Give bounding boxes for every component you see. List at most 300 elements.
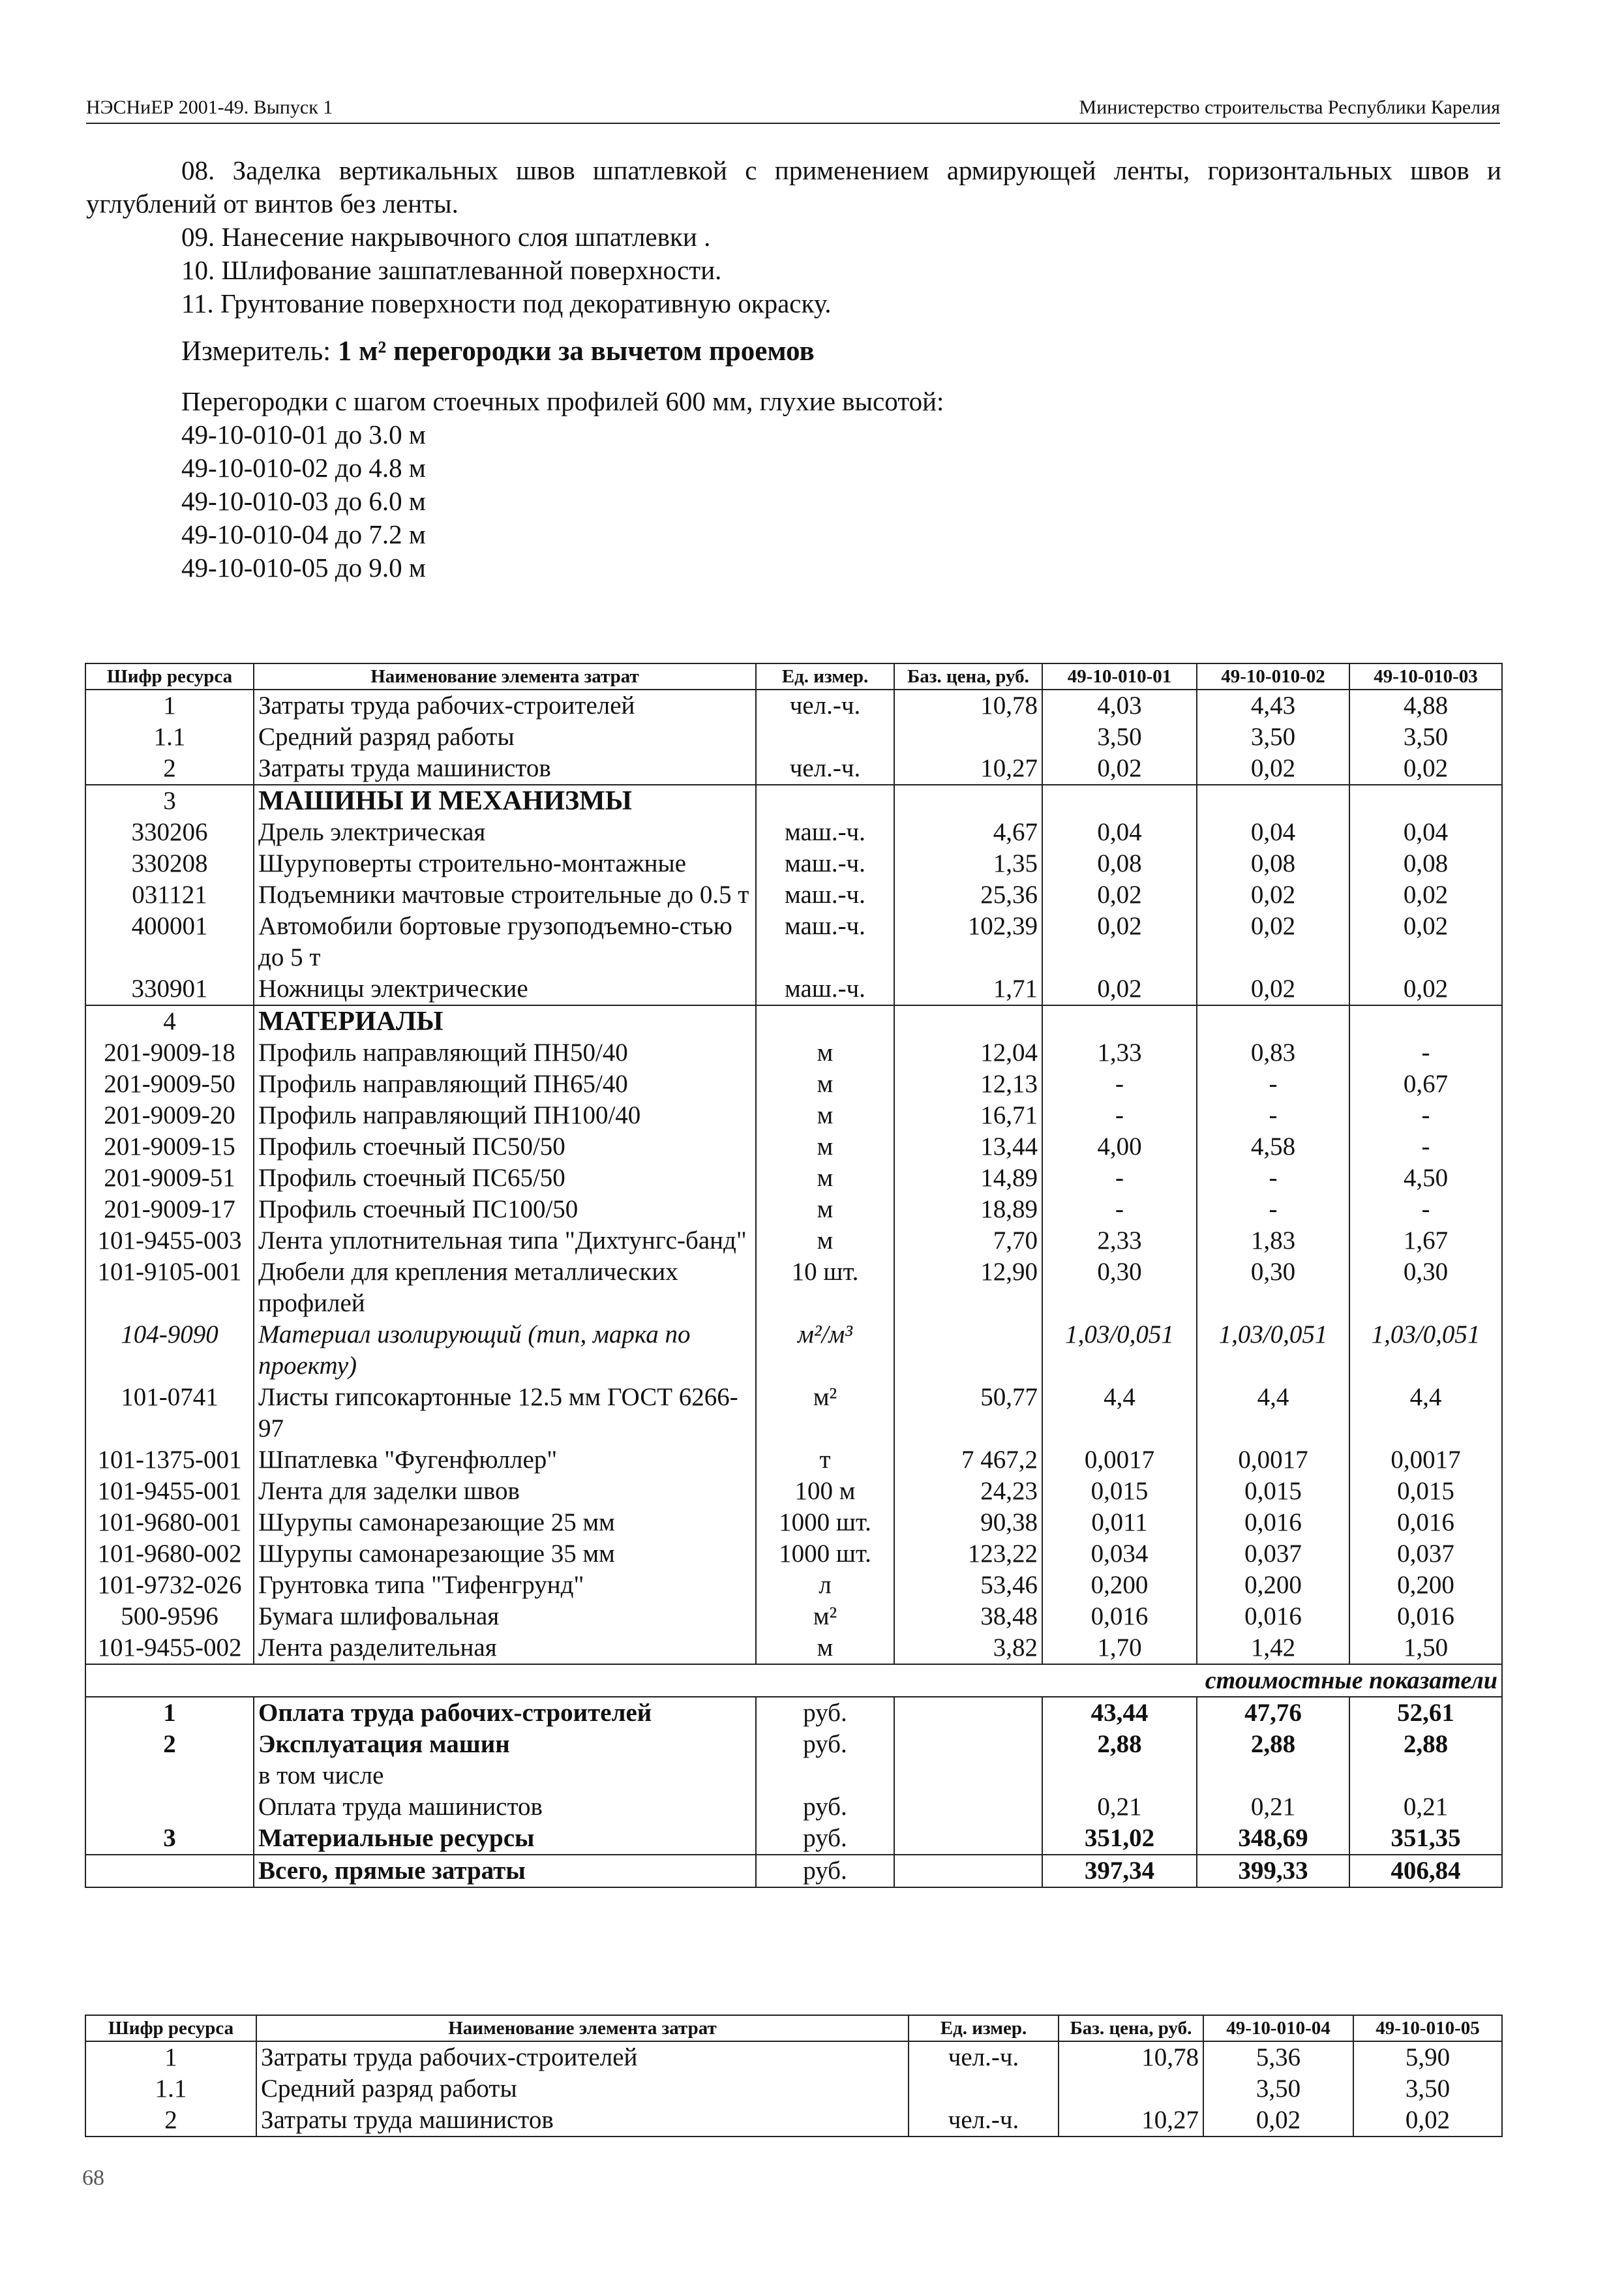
value-010-01: 4,03 xyxy=(1042,690,1197,722)
value-010-02 xyxy=(1197,1005,1349,1037)
unit xyxy=(756,785,894,817)
value-010-02: 0,037 xyxy=(1197,1538,1349,1570)
element-name: Затраты труда рабочих-строителей xyxy=(254,690,756,722)
unit: маш.-ч. xyxy=(756,848,894,879)
cost-title: стоимостные показатели xyxy=(85,1664,1502,1697)
meter-value: 1 м² перегородки за вычетом проемов xyxy=(337,336,815,367)
base-price: 123,22 xyxy=(894,1538,1042,1570)
table-row xyxy=(85,911,1502,973)
value-010-02: 348,69 xyxy=(1197,1823,1349,1855)
value-010-01: 0,02 xyxy=(1042,911,1197,973)
value-010-03: 406,84 xyxy=(1349,1855,1502,1887)
table-header-row xyxy=(85,663,1502,690)
resource-code: 031121 xyxy=(85,879,254,911)
unit: руб. xyxy=(756,1855,894,1887)
base-price: 12,13 xyxy=(894,1069,1042,1100)
value-010-03: 52,61 xyxy=(1349,1697,1502,1729)
unit: руб. xyxy=(756,1697,894,1729)
partitions-title: Перегородки с шагом стоечных профилей 600 мм, глухие высотой: xyxy=(181,386,944,416)
value-010-03: 0,016 xyxy=(1349,1507,1502,1538)
unit xyxy=(756,722,894,753)
resource-code: 101-9680-002 xyxy=(85,1538,254,1570)
cost-name: Оплата труда машинистов xyxy=(254,1791,756,1823)
cost-row xyxy=(85,1791,1502,1823)
unit: м²/м³ xyxy=(756,1319,894,1382)
value-010-05: 0,02 xyxy=(1353,2105,1502,2137)
resource-code: 101-9680-001 xyxy=(85,1507,254,1538)
base-price: 50,77 xyxy=(894,1382,1042,1444)
base-price xyxy=(894,722,1042,753)
element-name: Профиль направляющий ПН100/40 xyxy=(254,1100,756,1131)
element-name: Шуруповерты строительно-монтажные xyxy=(254,848,756,879)
col-header: Шифр ресурса xyxy=(85,663,254,690)
unit: 1000 шт. xyxy=(756,1507,894,1538)
value-010-03 xyxy=(1349,1760,1502,1791)
table-row xyxy=(85,1507,1502,1538)
value-010-03: - xyxy=(1349,1131,1502,1163)
element-name: Шурупы самонарезающие 35 мм xyxy=(254,1538,756,1570)
base-price: 16,71 xyxy=(894,1100,1042,1131)
resource-code: 1 xyxy=(85,2041,256,2073)
cost-name: в том числе xyxy=(254,1760,756,1791)
intro-text xyxy=(86,154,1501,585)
value-010-03: 4,50 xyxy=(1349,1163,1502,1194)
value-010-01: - xyxy=(1042,1194,1197,1225)
element-name: Профиль стоечный ПС65/50 xyxy=(254,1163,756,1194)
unit xyxy=(909,2073,1059,2105)
value-010-03: - xyxy=(1349,1037,1502,1069)
table-row xyxy=(85,1570,1502,1601)
value-010-01 xyxy=(1042,1005,1197,1037)
base-price xyxy=(894,1791,1042,1823)
unit: руб. xyxy=(756,1729,894,1760)
table-row xyxy=(85,1194,1502,1225)
value-010-03: 0,0017 xyxy=(1349,1444,1502,1476)
value-010-03: 0,21 xyxy=(1349,1791,1502,1823)
value-010-01 xyxy=(1042,1760,1197,1791)
unit: м² xyxy=(756,1601,894,1632)
value-010-03: 0,67 xyxy=(1349,1069,1502,1100)
table-row xyxy=(85,1100,1502,1131)
value-010-02: 47,76 xyxy=(1197,1697,1349,1729)
value-010-01: 2,88 xyxy=(1042,1729,1197,1760)
value-010-03: 0,08 xyxy=(1349,848,1502,879)
table-row xyxy=(85,2073,1502,2105)
value-010-02: 0,04 xyxy=(1197,817,1349,848)
col-header: 49-10-010-05 xyxy=(1353,2015,1502,2041)
value-010-05: 3,50 xyxy=(1353,2073,1502,2105)
base-price: 1,35 xyxy=(894,848,1042,879)
resource-code: 101-1375-001 xyxy=(85,1444,254,1476)
value-010-01: 0,04 xyxy=(1042,817,1197,848)
cost-index: 2 xyxy=(85,1729,254,1760)
element-name: Средний разряд работы xyxy=(256,2073,909,2105)
base-price: 12,04 xyxy=(894,1037,1042,1069)
value-010-03: 0,02 xyxy=(1349,879,1502,911)
cost-row xyxy=(85,1760,1502,1791)
table-row xyxy=(85,1256,1502,1319)
code-list xyxy=(86,418,1501,585)
resource-code: 101-0741 xyxy=(85,1382,254,1444)
resource-code: 101-9105-001 xyxy=(85,1256,254,1319)
value-010-01: 1,03/0,051 xyxy=(1042,1319,1197,1382)
step-09: 09. Нанесение накрывочного слоя шпатлевки . xyxy=(181,222,711,252)
cost-index: 1 xyxy=(85,1697,254,1729)
resource-code: 101-9455-003 xyxy=(85,1225,254,1256)
value-010-01: - xyxy=(1042,1069,1197,1100)
value-010-04: 0,02 xyxy=(1203,2105,1353,2137)
element-name: Лента уплотнительная типа "Дихтунгс-банд" xyxy=(254,1225,756,1256)
base-price: 38,48 xyxy=(894,1601,1042,1632)
value-010-02: 4,43 xyxy=(1197,690,1349,722)
value-010-02: 0,0017 xyxy=(1197,1444,1349,1476)
table-row xyxy=(85,753,1502,785)
resource-code: 201-9009-51 xyxy=(85,1163,254,1194)
base-price xyxy=(894,1005,1042,1037)
value-010-01: 0,21 xyxy=(1042,1791,1197,1823)
resource-code: 1.1 xyxy=(85,2073,256,2105)
col-header: 49-10-010-02 xyxy=(1197,663,1349,690)
value-010-02 xyxy=(1197,785,1349,817)
code-item: 49-10-010-05 до 9.0 м xyxy=(181,553,426,583)
table-row xyxy=(85,817,1502,848)
value-010-02: 0,016 xyxy=(1197,1601,1349,1632)
col-header: 49-10-010-01 xyxy=(1042,663,1197,690)
unit: м xyxy=(756,1100,894,1131)
element-name: Автомобили бортовые грузоподъемно-стью до 5 т xyxy=(254,911,756,973)
col-header: Наименование элемента затрат xyxy=(254,663,756,690)
table-row xyxy=(85,973,1502,1005)
value-010-01: 43,44 xyxy=(1042,1697,1197,1729)
base-price xyxy=(894,1760,1042,1791)
value-010-03: 4,88 xyxy=(1349,690,1502,722)
table-row xyxy=(85,1163,1502,1194)
value-010-02: 1,83 xyxy=(1197,1225,1349,1256)
value-010-01: 3,50 xyxy=(1042,722,1197,753)
unit: т xyxy=(756,1444,894,1476)
col-header: Наименование элемента затрат xyxy=(256,2015,909,2041)
base-price: 10,27 xyxy=(894,753,1042,785)
table-row xyxy=(85,2105,1502,2137)
value-010-01: 4,4 xyxy=(1042,1382,1197,1444)
value-010-02: 3,50 xyxy=(1197,722,1349,753)
cost-name: Эксплуатация машин xyxy=(254,1729,756,1760)
cost-index: 3 xyxy=(85,1823,254,1855)
table-row xyxy=(85,1319,1502,1382)
table-row xyxy=(85,1476,1502,1507)
resource-code: 201-9009-50 xyxy=(85,1069,254,1100)
element-name: Ножницы электрические xyxy=(254,973,756,1005)
element-name: МАШИНЫ И МЕХАНИЗМЫ xyxy=(254,785,756,817)
value-010-03: 351,35 xyxy=(1349,1823,1502,1855)
base-price xyxy=(894,1729,1042,1760)
value-010-03: 0,30 xyxy=(1349,1256,1502,1319)
unit: маш.-ч. xyxy=(756,817,894,848)
base-price xyxy=(1059,2073,1203,2105)
value-010-01: 0,016 xyxy=(1042,1601,1197,1632)
value-010-01: 2,33 xyxy=(1042,1225,1197,1256)
base-price xyxy=(894,1855,1042,1887)
base-price: 4,67 xyxy=(894,817,1042,848)
resource-code: 101-9455-001 xyxy=(85,1476,254,1507)
value-010-02: 0,02 xyxy=(1197,911,1349,973)
value-010-02: 0,02 xyxy=(1197,753,1349,785)
value-010-03: 0,02 xyxy=(1349,753,1502,785)
value-010-03: 0,02 xyxy=(1349,911,1502,973)
unit: чел.-ч. xyxy=(756,690,894,722)
value-010-01: - xyxy=(1042,1163,1197,1194)
step-10: 10. Шлифование зашпатлеванной поверхности. xyxy=(181,255,722,285)
value-010-02: 399,33 xyxy=(1197,1855,1349,1887)
base-price: 53,46 xyxy=(894,1570,1042,1601)
col-header: 49-10-010-04 xyxy=(1203,2015,1353,2041)
value-010-03: 0,200 xyxy=(1349,1570,1502,1601)
value-010-02: - xyxy=(1197,1069,1349,1100)
value-010-01: 0,200 xyxy=(1042,1570,1197,1601)
col-header: Баз. цена, руб. xyxy=(894,663,1042,690)
unit xyxy=(756,1760,894,1791)
value-010-01: 0,08 xyxy=(1042,848,1197,879)
cost-index xyxy=(85,1760,254,1791)
base-price: 18,89 xyxy=(894,1194,1042,1225)
code-item: 49-10-010-01 до 3.0 м xyxy=(181,419,426,449)
resource-code: 2 xyxy=(85,753,254,785)
base-price xyxy=(894,1697,1042,1729)
value-010-01: 4,00 xyxy=(1042,1131,1197,1163)
base-price: 7 467,2 xyxy=(894,1444,1042,1476)
value-010-01: 0,02 xyxy=(1042,879,1197,911)
element-name: Шпатлевка "Фугенфюллер" xyxy=(254,1444,756,1476)
cost-name: Материальные ресурсы xyxy=(254,1823,756,1855)
value-010-03: 0,04 xyxy=(1349,817,1502,848)
table-row xyxy=(85,1632,1502,1664)
resource-code: 101-9732-026 xyxy=(85,1570,254,1601)
resource-code: 3 xyxy=(85,785,254,817)
element-name: Затраты труда рабочих-строителей xyxy=(256,2041,909,2073)
resource-code: 4 xyxy=(85,1005,254,1037)
unit: м xyxy=(756,1225,894,1256)
resource-code: 201-9009-20 xyxy=(85,1100,254,1131)
base-price: 12,90 xyxy=(894,1256,1042,1319)
unit: м xyxy=(756,1194,894,1225)
value-010-02: 0,02 xyxy=(1197,879,1349,911)
table-row xyxy=(85,1005,1502,1037)
value-010-02: 4,58 xyxy=(1197,1131,1349,1163)
unit: м xyxy=(756,1632,894,1664)
table-row xyxy=(85,879,1502,911)
value-010-03: 2,88 xyxy=(1349,1729,1502,1760)
table-row xyxy=(85,1538,1502,1570)
col-header: Баз. цена, руб. xyxy=(1059,2015,1203,2041)
unit: маш.-ч. xyxy=(756,973,894,1005)
value-010-03 xyxy=(1349,785,1502,817)
element-name: Профиль направляющий ПН50/40 xyxy=(254,1037,756,1069)
element-name: МАТЕРИАЛЫ xyxy=(254,1005,756,1037)
code-item: 49-10-010-04 до 7.2 м xyxy=(181,519,426,549)
element-name: Материал изолирующий (тип, марка по проекту) xyxy=(254,1319,756,1382)
resource-code: 1 xyxy=(85,690,254,722)
value-010-03 xyxy=(1349,1005,1502,1037)
unit: м² xyxy=(756,1382,894,1444)
value-010-05: 5,90 xyxy=(1353,2041,1502,2073)
cost-title-row xyxy=(85,1664,1502,1697)
element-name: Шурупы самонарезающие 25 мм xyxy=(254,1507,756,1538)
base-price: 10,27 xyxy=(1059,2105,1203,2137)
header-left: НЭСНиЕР 2001-49. Выпуск 1 xyxy=(86,97,333,118)
element-name: Бумага шлифовальная xyxy=(254,1601,756,1632)
value-010-03: 0,02 xyxy=(1349,973,1502,1005)
base-price: 7,70 xyxy=(894,1225,1042,1256)
element-name: Лента для заделки швов xyxy=(254,1476,756,1507)
resource-code: 201-9009-18 xyxy=(85,1037,254,1069)
base-price xyxy=(894,785,1042,817)
value-010-02: 0,02 xyxy=(1197,973,1349,1005)
unit: м xyxy=(756,1131,894,1163)
value-010-02: 1,03/0,051 xyxy=(1197,1319,1349,1382)
base-price: 10,78 xyxy=(894,690,1042,722)
unit: м xyxy=(756,1037,894,1069)
resource-code: 330206 xyxy=(85,817,254,848)
resource-table-1 xyxy=(85,663,1503,1888)
element-name: Подъемники мачтовые строительные до 0.5 т xyxy=(254,879,756,911)
value-010-03: 0,016 xyxy=(1349,1601,1502,1632)
resource-code: 201-9009-15 xyxy=(85,1131,254,1163)
element-name: Дюбели для крепления металлических профилей xyxy=(254,1256,756,1319)
cost-index xyxy=(85,1855,254,1887)
base-price: 14,89 xyxy=(894,1163,1042,1194)
base-price: 3,82 xyxy=(894,1632,1042,1664)
unit: м xyxy=(756,1069,894,1100)
resource-code: 1.1 xyxy=(85,722,254,753)
table-row xyxy=(85,1382,1502,1444)
unit: м xyxy=(756,1163,894,1194)
resource-table-2 xyxy=(85,2015,1503,2137)
col-header: Ед. измер. xyxy=(756,663,894,690)
table-row xyxy=(85,2041,1502,2073)
step-08: 08. Заделка вертикальных швов шпатлевкой с применением армирующей ленты, горизонтальных швов и углублений от винтов без ленты. xyxy=(86,155,1501,219)
value-010-02: 1,42 xyxy=(1197,1632,1349,1664)
base-price: 10,78 xyxy=(1059,2041,1203,2073)
meter-label: Измеритель: xyxy=(181,336,331,367)
table-row xyxy=(85,1225,1502,1256)
value-010-02 xyxy=(1197,1760,1349,1791)
unit xyxy=(756,1005,894,1037)
page-number: 68 xyxy=(82,2166,104,2190)
table-row xyxy=(85,785,1502,817)
unit: маш.-ч. xyxy=(756,911,894,973)
unit: чел.-ч. xyxy=(909,2105,1059,2137)
value-010-01: 0,0017 xyxy=(1042,1444,1197,1476)
table-row xyxy=(85,690,1502,722)
base-price: 25,36 xyxy=(894,879,1042,911)
value-010-03: - xyxy=(1349,1194,1502,1225)
element-name: Листы гипсокартонные 12.5 мм ГОСТ 6266-97 xyxy=(254,1382,756,1444)
value-010-03: 0,037 xyxy=(1349,1538,1502,1570)
resource-code: 330208 xyxy=(85,848,254,879)
value-010-01: 0,011 xyxy=(1042,1507,1197,1538)
cost-row xyxy=(85,1855,1502,1887)
value-010-01: 0,02 xyxy=(1042,973,1197,1005)
element-name: Затраты труда машинистов xyxy=(254,753,756,785)
table-row xyxy=(85,848,1502,879)
value-010-01: 0,015 xyxy=(1042,1476,1197,1507)
cost-row xyxy=(85,1823,1502,1855)
base-price: 1,71 xyxy=(894,973,1042,1005)
col-header: Шифр ресурса xyxy=(85,2015,256,2041)
value-010-01: 0,02 xyxy=(1042,753,1197,785)
value-010-02: 0,015 xyxy=(1197,1476,1349,1507)
value-010-02: 0,08 xyxy=(1197,848,1349,879)
element-name: Затраты труда машинистов xyxy=(256,2105,909,2137)
cost-index xyxy=(85,1791,254,1823)
base-price: 13,44 xyxy=(894,1131,1042,1163)
value-010-03: 0,015 xyxy=(1349,1476,1502,1507)
step-11: 11. Грунтование поверхности под декоративную окраску. xyxy=(181,288,832,318)
base-price: 24,23 xyxy=(894,1476,1042,1507)
cost-name: Оплата труда рабочих-строителей xyxy=(254,1697,756,1729)
unit: 10 шт. xyxy=(756,1256,894,1319)
value-010-01: 1,33 xyxy=(1042,1037,1197,1069)
value-010-02: 4,4 xyxy=(1197,1382,1349,1444)
value-010-02: - xyxy=(1197,1100,1349,1131)
element-name: Лента разделительная xyxy=(254,1632,756,1664)
meter-line xyxy=(86,335,1501,368)
cost-name: Всего, прямые затраты xyxy=(254,1855,756,1887)
table-row xyxy=(85,722,1502,753)
resource-code: 104-9090 xyxy=(85,1319,254,1382)
resource-code: 201-9009-17 xyxy=(85,1194,254,1225)
base-price xyxy=(894,1319,1042,1382)
unit: л xyxy=(756,1570,894,1601)
unit: 1000 шт. xyxy=(756,1538,894,1570)
value-010-01: 0,034 xyxy=(1042,1538,1197,1570)
resource-code: 101-9455-002 xyxy=(85,1632,254,1664)
table-row xyxy=(85,1069,1502,1100)
code-item: 49-10-010-02 до 4.8 м xyxy=(181,453,426,483)
element-name: Средний разряд работы xyxy=(254,722,756,753)
col-header: Ед. измер. xyxy=(909,2015,1059,2041)
table-header-row xyxy=(85,2015,1502,2041)
element-name: Профиль стоечный ПС50/50 xyxy=(254,1131,756,1163)
value-010-01 xyxy=(1042,785,1197,817)
unit: чел.-ч. xyxy=(756,753,894,785)
unit: руб. xyxy=(756,1823,894,1855)
base-price: 102,39 xyxy=(894,911,1042,973)
value-010-02: 2,88 xyxy=(1197,1729,1349,1760)
value-010-02: 0,30 xyxy=(1197,1256,1349,1319)
value-010-01: 1,70 xyxy=(1042,1632,1197,1664)
value-010-04: 5,36 xyxy=(1203,2041,1353,2073)
code-item: 49-10-010-03 до 6.0 м xyxy=(181,486,426,516)
table-row xyxy=(85,1601,1502,1632)
value-010-02: 0,016 xyxy=(1197,1507,1349,1538)
unit: чел.-ч. xyxy=(909,2041,1059,2073)
value-010-03: 3,50 xyxy=(1349,722,1502,753)
table-row xyxy=(85,1131,1502,1163)
header-right: Министерство строительства Республики Карелия xyxy=(1079,97,1500,118)
resource-code: 330901 xyxy=(85,973,254,1005)
cost-row xyxy=(85,1697,1502,1729)
value-010-02: - xyxy=(1197,1194,1349,1225)
value-010-04: 3,50 xyxy=(1203,2073,1353,2105)
value-010-03: 1,03/0,051 xyxy=(1349,1319,1502,1382)
value-010-02: - xyxy=(1197,1163,1349,1194)
unit: 100 м xyxy=(756,1476,894,1507)
resource-code: 400001 xyxy=(85,911,254,973)
table-row xyxy=(85,1037,1502,1069)
page-header xyxy=(86,91,1500,124)
base-price xyxy=(894,1823,1042,1855)
